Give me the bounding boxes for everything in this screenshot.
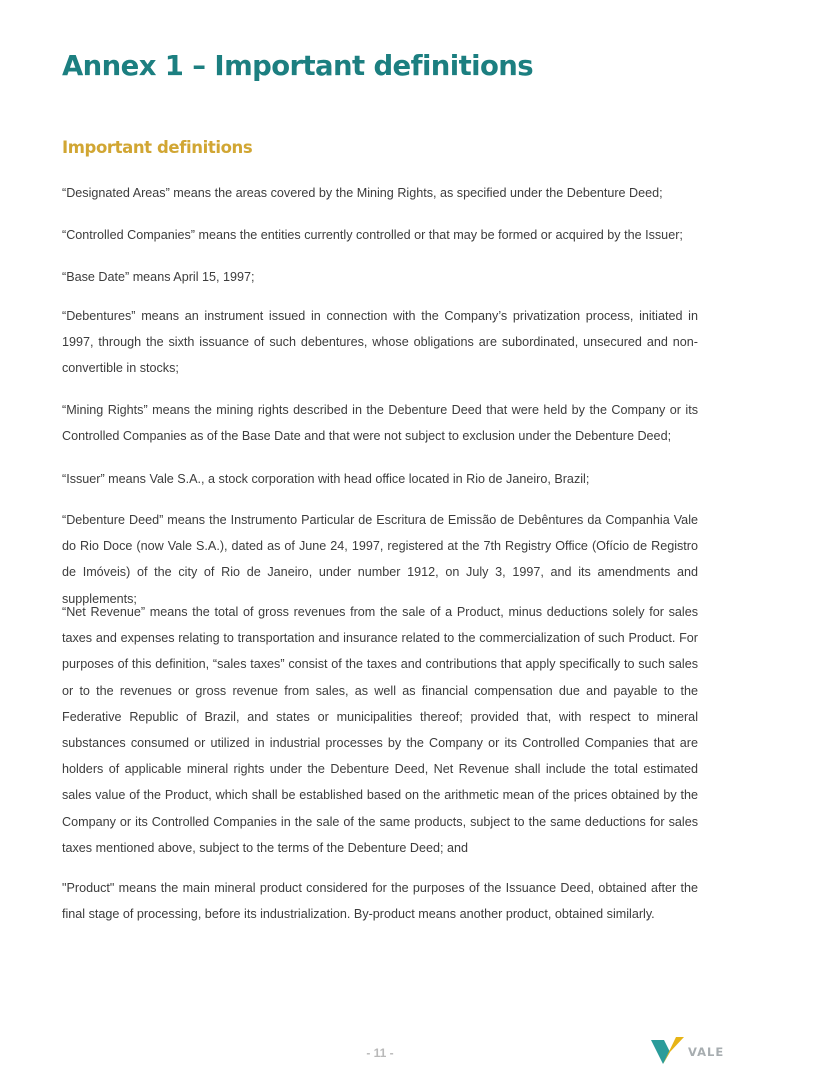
definition-base-date: “Base Date” means April 15, 1997;	[62, 270, 255, 284]
page-number: - 11 -	[366, 1046, 394, 1060]
definition-debenture-deed: “Debenture Deed” means the Instrumento Particular de Escritura de Emissão de Debêntures da Companhia Vale do Rio Doce (now Vale S.A.), dated as of June 24, 1997, registered at the 7th Registry Office (Ofício de Registro de Imóveis) of the city of Rio de Janeiro, under number 1912, on July 3, 1997, and its amendments and supplements;	[62, 513, 698, 606]
definition-issuer: “Issuer” means Vale S.A., a stock corporation with head office located in Rio de Janeiro, Brazil;	[62, 472, 590, 486]
section-heading: Important definitions	[62, 138, 253, 157]
vale-v-icon	[650, 1034, 686, 1068]
definition-mining-rights: “Mining Rights” means the mining rights described in the Debenture Deed that were held by the Company or its Controlled Companies as of the Base Date and that were not subject to exclusion under the Debenture Deed;	[62, 403, 698, 444]
definition-debentures: “Debentures” means an instrument issued in connection with the Company’s privatization process, initiated in 1997, through the sixth issuance of such debentures, whose obligations are subordinated, unsecured and non-convertible in stocks;	[62, 309, 698, 376]
definition-net-revenue: “Net Revenue” means the total of gross revenues from the sale of a Product, minus deductions solely for sales taxes and expenses relating to transportation and insurance related to the commercialization of such Product. For purposes of this definition, “sales taxes” consist of the taxes and contributions that apply specifically to such sales or to the revenues or gross revenue from sales, as well as financial compensation due and payable to the Federative Republic of Brazil, and states or municipalities thereof; provided that, with respect to mineral substances consumed or utilized in industrial processes by the Company or its Controlled Companies that are holders of applicable mineral rights under the Debenture Deed, Net Revenue shall include the total estimated sales value of the Product, which shall be established based on the arithmetic mean of the prices obtained by the Company or its Controlled Companies in the sale of the same products, subject to the same deductions for sales taxes mentioned above, subject to the terms of the Debenture Deed; and	[62, 605, 698, 855]
definition-designated-areas: “Designated Areas” means the areas covered by the Mining Rights, as specified under the Debenture Deed;	[62, 186, 663, 200]
page-title: Annex 1 – Important definitions	[62, 50, 534, 82]
vale-logo-text: VALE	[688, 1045, 725, 1059]
vale-logo	[650, 1034, 726, 1068]
definition-product: "Product" means the main mineral product considered for the purposes of the Issuance Deed, obtained after the final stage of processing, before its industrialization. By-product means another product, obtained similarly.	[62, 881, 698, 922]
definition-controlled-companies: “Controlled Companies” means the entities currently controlled or that may be formed or acquired by the Issuer;	[62, 228, 683, 242]
